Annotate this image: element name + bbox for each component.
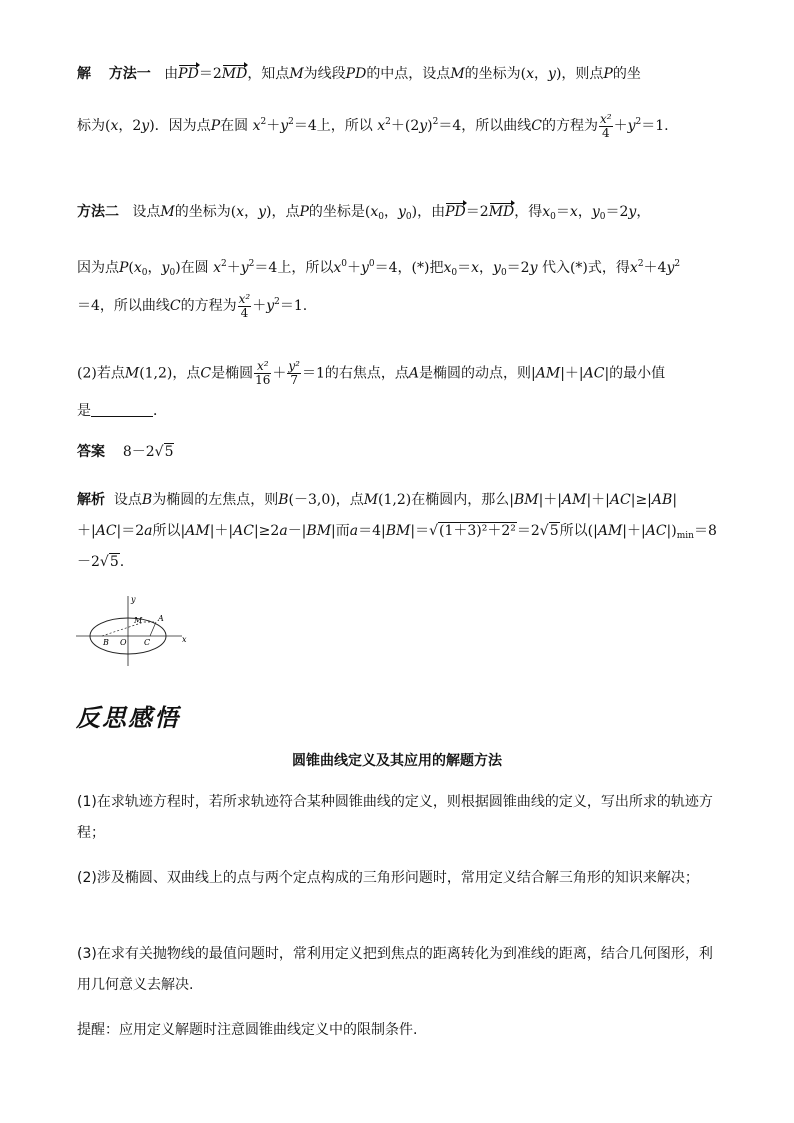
label-o: O [120,638,127,647]
text: )，则点 [555,66,604,82]
text: |的最小值 [604,365,666,382]
analysis-line-3: －2√5. [77,554,125,570]
text: (1,2)在椭圆内，那么| [378,492,514,508]
math-var: P [299,204,309,220]
text: 代入(*)式，得 [541,260,630,276]
math-var: AC [233,523,254,539]
subscript: 0 [500,268,507,278]
text: 为线段 [303,66,346,82]
text: －| [287,523,307,539]
text: 所以(| [559,523,598,539]
text: )，点 [266,204,300,220]
math-var: B [278,492,289,508]
text: ，得 [514,204,543,220]
text: 为椭圆的左焦点，则 [152,492,279,508]
math-var: y [280,118,289,134]
text: |＋| [209,523,234,539]
text: 的中点，设点 [366,66,451,82]
text: 设点 [132,204,161,220]
text: ＝ [457,260,472,276]
vector-md: MD [221,66,248,82]
analysis-line-1 [77,490,677,510]
text: | [672,492,678,508]
text: ， [479,260,494,276]
text: |＝2 [116,523,145,539]
text: |＋| [538,492,563,508]
math-var: B [141,492,153,508]
text: －2 [77,554,100,570]
math-var: M [363,492,379,508]
text: 标为( [77,118,111,134]
fraction-x2-over-16 [254,360,271,387]
text: |＝ [410,523,430,539]
vector-pd: PD [178,66,199,82]
text: ＝4| [358,523,386,539]
math-var: x [569,204,578,220]
analysis-label: 解析 [77,492,105,508]
method2-line-1 [77,202,650,227]
subscript: 0 [169,268,176,278]
math-var: y [360,260,369,276]
math-var: M [160,204,175,220]
text: 的方程为 [180,298,237,314]
math-var: a [144,523,153,539]
label-a: A [158,614,164,623]
text: 的坐标为( [174,204,237,220]
subscript: 0 [451,268,458,278]
answer-line: 答案 8－2√5 [77,444,174,460]
math-var: M [450,66,465,82]
math-var: x [370,204,379,220]
text: ＋ [346,260,361,276]
text: ，2 [118,118,142,134]
label-m: M [134,616,143,625]
text: 因为点 [77,260,119,276]
radicand: (1＋3)²＋2² [439,523,516,539]
answer-label: 答案 [77,444,105,460]
math-var: AM [562,492,587,508]
vector-pd: PD [445,204,466,220]
ellipse-figure [74,592,194,668]
method1-line-2: 标为(x，2y)．因为点P在圆 $x^2+y^2=4$上，所以 $x^2+(2y)^2=4$，所以曲线C的方程为 $\frac{\text{x²}}{4}$ $+y^2=1$. [77,111,669,140]
text: ＋ [266,118,281,134]
math-var: x [236,204,245,220]
text: |＋| [622,523,646,539]
math-var: y [398,204,406,220]
math-var: y [666,260,675,276]
label-x: x [182,635,187,644]
math-var: x [110,118,119,134]
text: )，由 [411,204,446,220]
text: ， [384,204,398,220]
text: ＝4，所以曲线 [438,118,532,134]
math-var: y [548,66,556,82]
math-var: x [213,260,222,276]
math-var: y [493,260,501,276]
reflection-point-3: (3)在求有关抛物线的最值问题时，常利用定义把到焦点的距离转化为到准线的距离，结合几何图形，利用几何意义去解决. [77,946,713,993]
text: ＝2 [198,66,222,82]
text: 的方程为 [542,118,599,134]
subscript: 0 [599,212,606,222]
text: (1,2)，点 [139,365,201,382]
text: ＝ [555,204,570,220]
subscript: 0 [141,268,148,278]
method1-line-1 [77,64,641,84]
method2-line-2: 因为点$P(x_0$，$y_0$)在圆 $x^2+y^2=4$上，所以$x^0+y^0=4$，(*)把$x_0=x$，$y_0=2y$ 代入(*)式，得$x^2+4y^2$ [77,259,681,278]
text: 是椭圆 [211,365,254,382]
text: ，知点 [247,66,290,82]
text: ＋| [77,523,96,539]
text: 是椭圆的动点，则| [419,365,536,382]
text: ＝2 [506,260,530,276]
segment-ac [150,622,156,636]
question2-line-1 [77,360,665,387]
math-var: C [200,365,212,382]
reflection-tip: 提醒：应用定义解题时注意圆锥曲线定义中的限制条件. [77,1022,418,1038]
vector-md: MD [488,204,515,220]
label-y: y [131,595,136,604]
text: 设点 [113,492,142,508]
text: 的坐标是( [308,204,371,220]
method2-title: 方法二 [77,204,119,220]
radicand: 5 [549,523,559,539]
fraction-x2-over-4 [599,113,613,140]
frac-den: 16 [255,373,271,387]
math-var: AM [535,365,561,382]
math-var: AM [597,523,623,539]
radicand: 5 [109,554,119,570]
text: ＝4上，所以 [254,260,334,276]
text: ， [244,204,259,220]
math-var: AC [609,492,631,508]
math-var: x [443,260,452,276]
math-var: x [377,118,386,134]
math-var: x [471,260,480,276]
math-var: P [603,66,613,82]
answer-blank [91,402,153,417]
text: |≥2 [253,523,280,539]
frac-num: x² [600,111,612,126]
math-var: M [289,66,304,82]
text: 的坐 [612,66,641,82]
math-var: M [124,365,140,382]
text: (2)若点 [77,365,125,382]
math-var: P [210,118,221,134]
math-var: PD [345,66,367,82]
math-var: a [279,523,288,539]
text: |＋| [586,492,610,508]
method2-line-3: ＝4，所以曲线C的方程为 $\frac{\text{x²}}{4}$ $+y^2=1$. [77,291,308,320]
math-var: x [629,260,638,276]
math-var: y [258,204,266,220]
math-var: AM [185,523,210,539]
solution-label: 解 [77,66,91,82]
text: ＋ [252,298,267,314]
answer-value: 8－2 [122,444,155,460]
text: (－3,0)，点 [288,492,364,508]
frac-den: 4 [601,125,610,140]
math-var: AC [645,523,667,539]
math-var: AB [651,492,673,508]
text: 是 [77,403,91,419]
text: ＋(2 [390,118,420,134]
math-var: A [408,365,420,382]
text: |) [666,523,677,539]
subscript: 0 [378,212,384,222]
text: ＝2 [465,204,489,220]
text: ＝1. [279,298,308,314]
math-var: BM [385,523,411,539]
text: ＝4，(*)把 [374,260,444,276]
frac-num: x² [238,291,251,306]
text: 由 [164,66,179,82]
frac-den: 4 [240,305,249,320]
math-var: y [266,298,275,314]
math-var: x [542,204,551,220]
math-var: C [169,298,181,314]
reflection-point-2: (2)涉及椭圆、双曲线上的点与两个定点构成的三角形问题时，常用定义结合解三角形的知识来解决； [77,870,699,886]
math-var: C [531,118,543,134]
text: )在圆 [175,260,209,276]
subscript: min [676,531,694,541]
text: ＋ [613,118,628,134]
reflection-subtitle: 圆锥曲线定义及其应用的解题方法 [292,753,502,769]
math-var: a [349,523,359,539]
math-var: y [161,260,170,276]
math-var: y [627,118,636,134]
text: ， [534,66,549,82]
text: ． [153,403,167,419]
frac-num: x² [254,360,271,374]
text: ＝4，所以曲线 [77,298,170,314]
math-var: x [333,260,342,276]
math-var: BM [306,523,332,539]
text: ， [577,204,592,220]
math-var: AC [583,365,605,382]
text: ( [128,260,134,276]
math-var: x [133,260,142,276]
math-var: y [141,118,150,134]
text: |＋| [560,365,584,382]
subscript: 0 [405,212,412,222]
method1-title: 方法一 [108,66,151,82]
reflection-heading: 反思感悟 [76,703,180,732]
text: ＝1. [641,118,669,134]
text: |≥| [630,492,652,508]
math-var: x [526,66,535,82]
label-b: B [103,638,109,647]
text: ＝2 [516,523,540,539]
text: ＝2 [605,204,629,220]
math-var: y [628,204,637,220]
text: ＝4上，所以 [293,118,373,134]
math-var: x [252,118,261,134]
math-var: BM [513,492,539,508]
frac-num: y² [288,359,300,373]
text: ， [147,260,162,276]
text: 在圆 [220,118,249,134]
text: ＝8 [693,523,717,539]
question2-line-2 [77,401,167,421]
text: 所以| [152,523,186,539]
math-var: y [419,118,428,134]
text: ＋ [272,365,287,382]
math-var: AC [95,523,117,539]
text: ＋ [226,260,241,276]
math-var: y [240,260,249,276]
label-c: C [144,638,151,647]
radicand: 5 [164,444,174,460]
text: ＝1的右焦点，点 [301,365,409,382]
fraction-y2-over-7 [287,360,301,387]
math-var: y [529,260,538,276]
fraction-x2-over-4 [238,293,252,320]
math-var: P [119,260,129,276]
math-var: y [591,204,600,220]
subscript: 0 [550,212,556,222]
frac-den: 7 [290,373,298,387]
text: ＋4 [643,260,667,276]
text: 的坐标为( [464,66,527,82]
text: |而 [331,523,350,539]
text: . [119,554,125,570]
analysis-line-2: ＋|AC|＝2a所以|AM|＋|AC|≥2a－|BM|而a＝4|BM|＝√(1＋3)²＋2²＝2√5所以$(|AM|+|AC|)_{min}=8$ [77,523,717,541]
text: ， [636,204,651,220]
reflection-point-1: (1)在求轨迹方程时，若所求轨迹符合某种圆锥曲线的定义，则根据圆锥曲线的定义，写出所求的轨迹方程； [77,794,713,841]
text: ) [427,118,433,134]
text: )．因为点 [149,118,211,134]
